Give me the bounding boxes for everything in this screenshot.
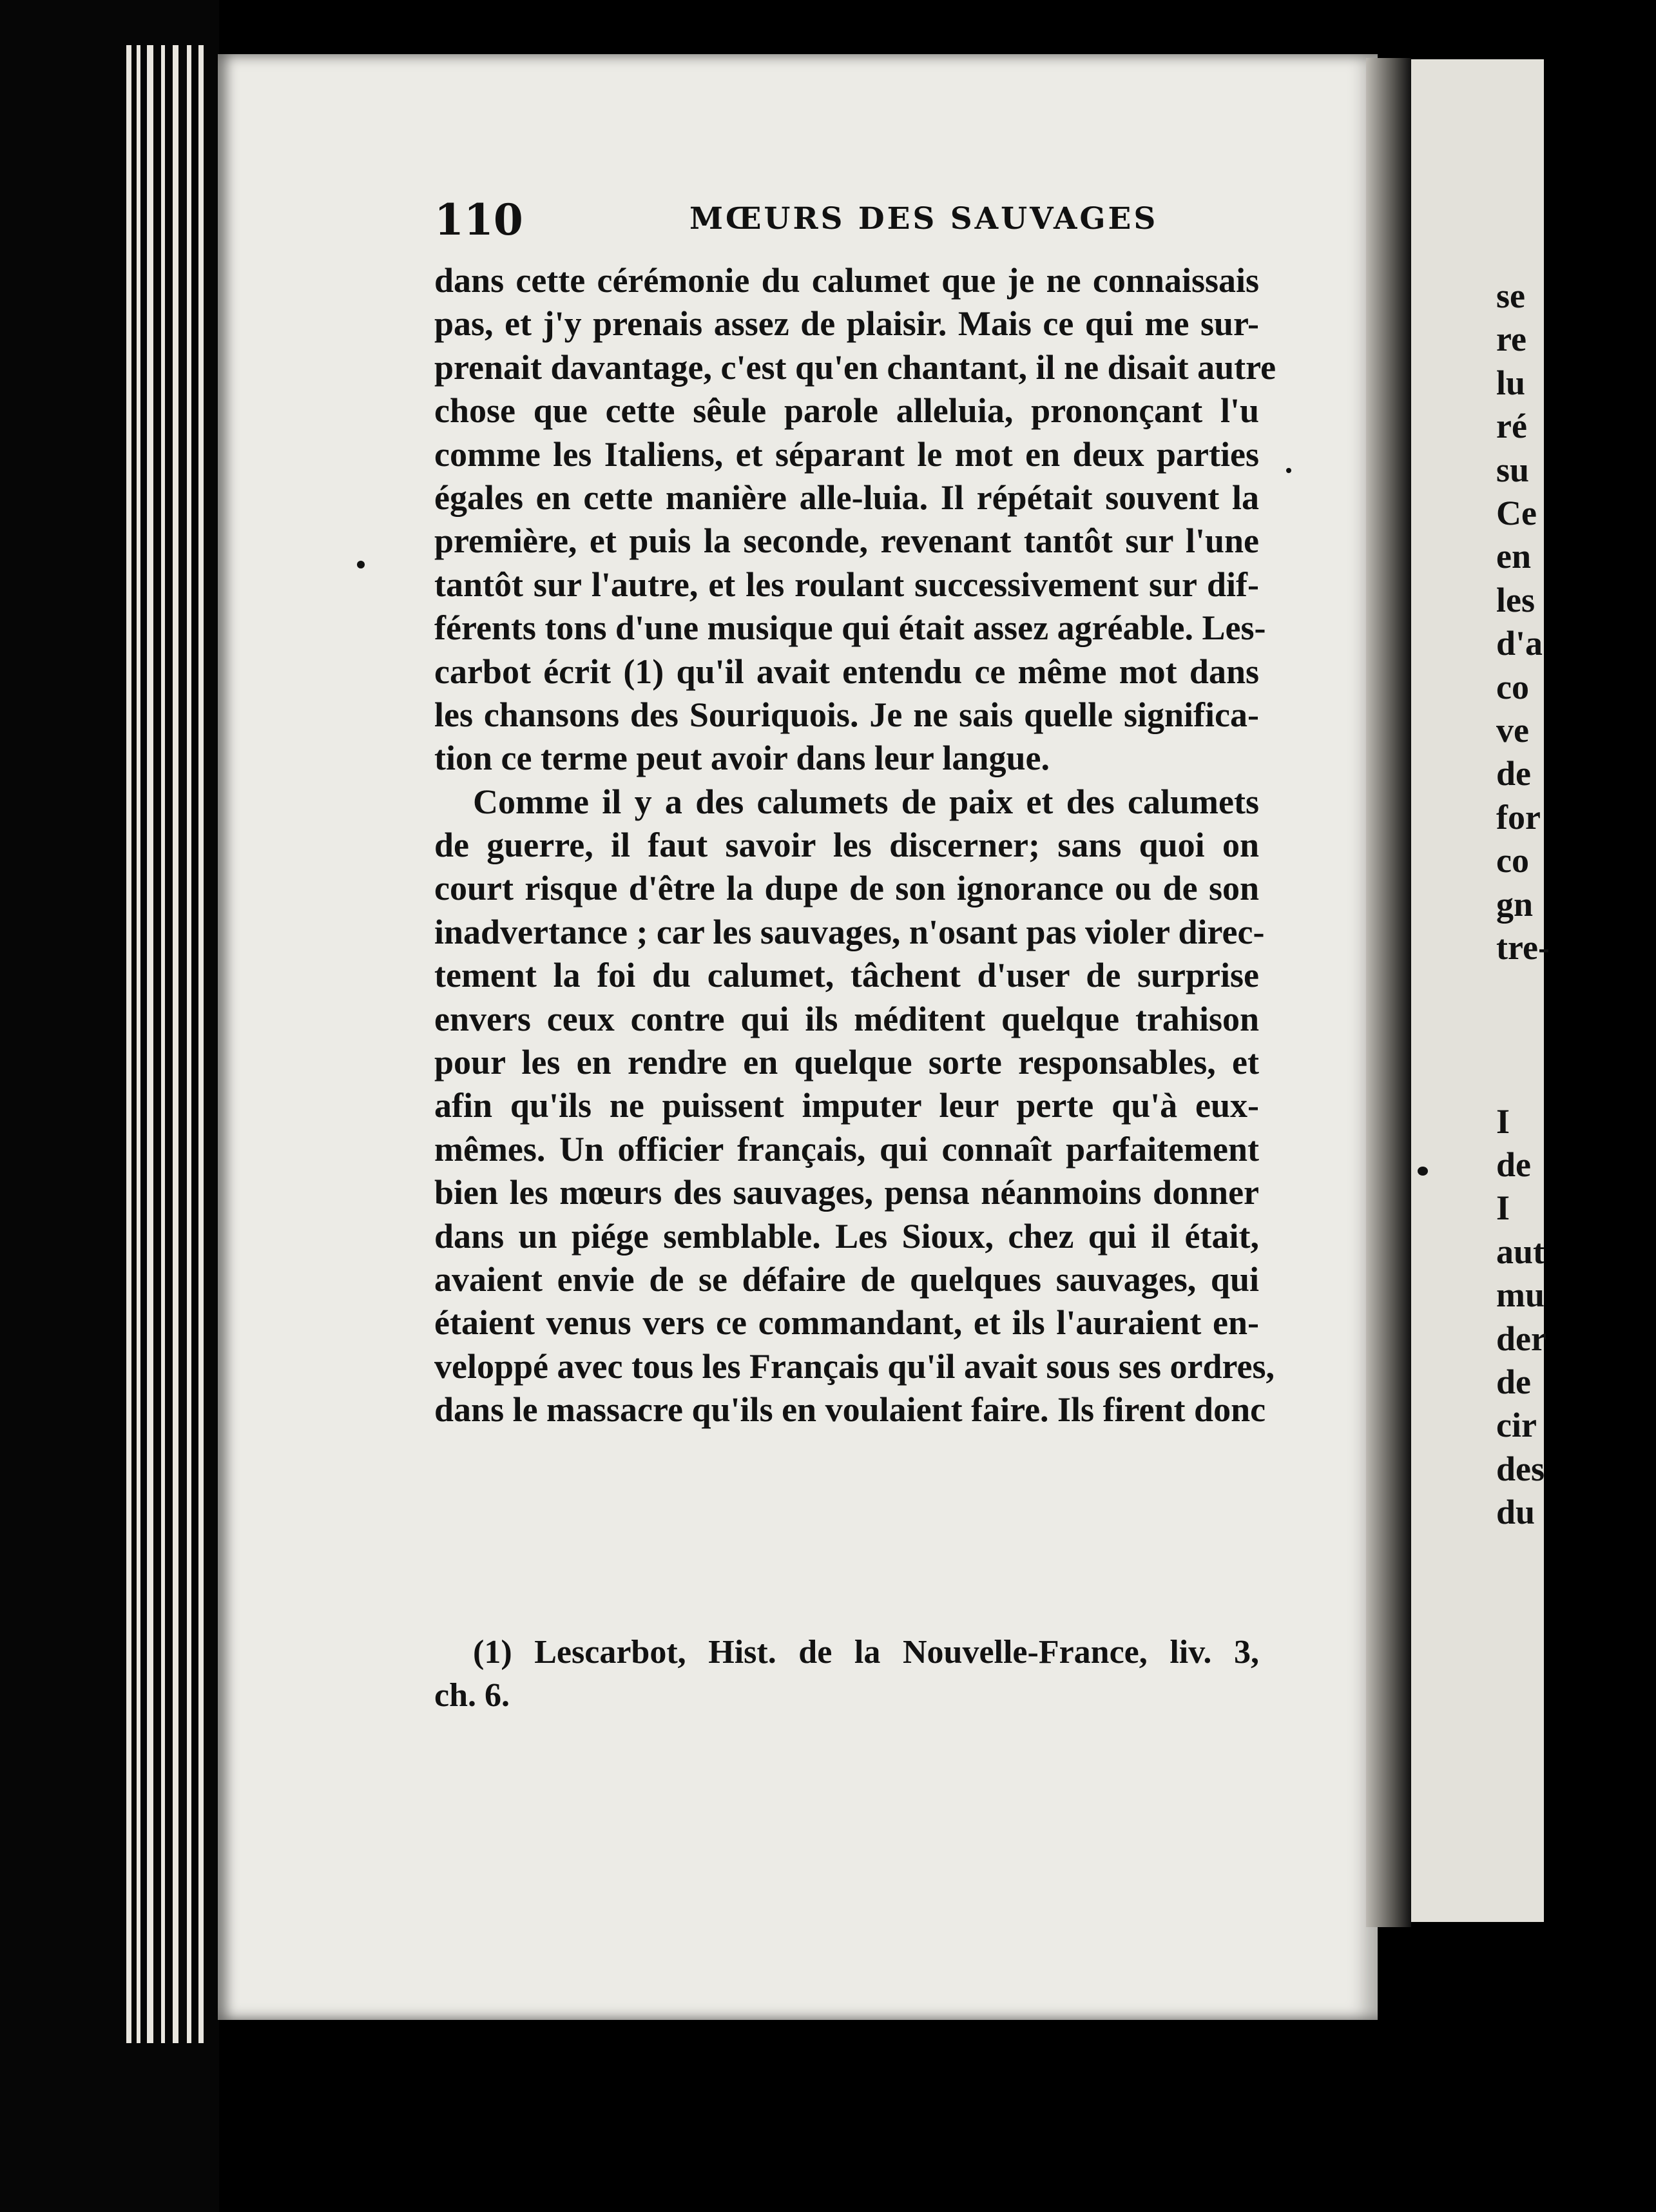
facing-page-line: ré: [1496, 407, 1527, 446]
facing-page-line: de: [1496, 1145, 1531, 1184]
text-line: chose que cette sêule parole alleluia, prononçant l'u: [434, 391, 1259, 431]
facing-page-line: en: [1496, 537, 1531, 576]
text-line: veloppé avec tous les Français qu'il avait sous ses ordres,: [434, 1346, 1275, 1386]
text-line: envers ceux contre qui ils méditent quelque trahison: [434, 999, 1259, 1038]
text-line: pas, et j'y prenais assez de plaisir. Mais ce qui me sur-: [434, 304, 1259, 344]
paragraph-1: [434, 259, 1276, 781]
facing-page-line: mu: [1496, 1276, 1545, 1315]
facing-page-line: de: [1496, 754, 1531, 793]
facing-page-line: co: [1496, 667, 1529, 706]
text-line: court risque d'être la dupe de son ignorance ou de son: [434, 869, 1259, 908]
text-line: avaient envie de se défaire de quelques sauvages, qui: [434, 1259, 1259, 1299]
facing-page-line: des: [1496, 1449, 1545, 1488]
facing-page-line: tre-: [1496, 928, 1550, 967]
text-line: dans le massacre qu'ils en voulaient faire. Ils firent donc: [434, 1390, 1266, 1430]
facing-page-line: I: [1496, 1101, 1510, 1141]
text-line: comme les Italiens, et séparant le mot en deux parties: [434, 434, 1259, 474]
page-number: 110: [434, 195, 523, 245]
facing-page-line: ve: [1496, 711, 1529, 750]
facing-page-line: Ce: [1496, 494, 1537, 532]
page-stack-edge: [198, 45, 204, 2043]
facing-page-line: re: [1496, 320, 1526, 359]
page-stack-edge: [147, 45, 153, 2043]
text-line: dans un piége semblable. Les Sioux, chez qui il était,: [434, 1216, 1259, 1256]
text-line: égales en cette manière alle-luia. Il répétait souvent la: [434, 478, 1259, 517]
page-stack-edge: [173, 45, 178, 2043]
facing-page-line: co: [1496, 841, 1529, 880]
text-line: tion ce terme peut avoir dans leur langue.: [434, 739, 1050, 778]
text-line: tement la foi du calumet, tâchent d'user de surprise: [434, 956, 1259, 995]
facing-page-line: d'a: [1496, 624, 1543, 663]
facing-page-line: se: [1496, 276, 1525, 315]
facing-page-line: gn: [1496, 884, 1534, 924]
facing-page-line: su: [1496, 450, 1530, 489]
text-line: inadvertance ; car les sauvages, n'osant pas violer direc-: [434, 912, 1265, 951]
text-line: tantôt sur l'autre, et les roulant successivement sur dif-: [434, 565, 1259, 604]
facing-page-line: du: [1496, 1493, 1536, 1532]
text-line: férents tons d'une musique qui était assez agréable. Les-: [434, 608, 1266, 648]
page-stack-edge: [187, 45, 191, 2043]
text-line: pour les en rendre en quelque sorte responsables, et: [434, 1043, 1259, 1082]
page-stack-edge: [137, 45, 140, 2043]
text-line: de guerre, il faut savoir les discerner; sans quoi on: [434, 826, 1259, 865]
facing-page-line: I: [1496, 1188, 1510, 1228]
running-title: MŒURS DES SAUVAGES: [689, 201, 1159, 237]
facing-page-line: les: [1496, 580, 1535, 619]
book-edge-left: [0, 0, 219, 2212]
text-line: mêmes. Un officier français, qui connaît parfaitement: [434, 1129, 1259, 1169]
text-line: Comme il y a des calumets de paix et des calumets: [473, 782, 1259, 821]
facing-page-line: cir: [1496, 1406, 1537, 1445]
facing-page-line: aut: [1496, 1232, 1545, 1271]
text-line: dans cette cérémonie du calumet que je ne connaissais: [434, 261, 1259, 300]
facing-page-line: der: [1496, 1319, 1546, 1358]
footnote-line: (1) Lescarbot, Hist. de la Nouvelle-France, liv. 3,: [473, 1634, 1259, 1671]
print-speck: [1286, 468, 1291, 473]
book-gutter: [1366, 58, 1411, 1927]
text-line: prenait davantage, c'est qu'en chantant, il ne disait autre: [434, 347, 1276, 387]
text-line: carbot écrit (1) qu'il avait entendu ce même mot dans: [434, 652, 1259, 691]
footnote: [434, 1631, 1259, 1718]
text-line: étaient venus vers ce commandant, et ils l'auraient en-: [434, 1303, 1259, 1343]
facing-page-line: for: [1496, 797, 1541, 837]
text-line: afin qu'ils ne puissent imputer leur perte qu'à eux-: [434, 1086, 1259, 1125]
text-line: bien les mœurs des sauvages, pensa néanmoins donner: [434, 1173, 1259, 1212]
page-stack-edge: [126, 45, 131, 2043]
text-line: les chansons des Souriquois. Je ne sais quelle significa-: [434, 695, 1259, 734]
page-stack-edge: [161, 45, 165, 2043]
print-speck: [1418, 1167, 1428, 1176]
text-line: première, et puis la seconde, revenant tantôt sur l'une: [434, 521, 1259, 561]
paragraph-2: [434, 781, 1275, 1432]
print-speck: [357, 561, 365, 568]
footnote-line: ch. 6.: [434, 1677, 510, 1714]
facing-page-line: lu: [1496, 363, 1526, 402]
body-text: [434, 259, 1276, 1432]
facing-page-line: de: [1496, 1363, 1531, 1401]
